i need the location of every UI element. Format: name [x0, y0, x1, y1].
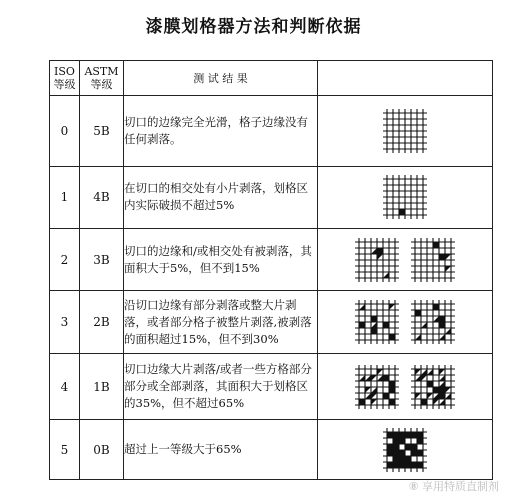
crosshatch-illustration — [318, 291, 493, 354]
astm-header — [80, 61, 124, 96]
illustration-header — [318, 61, 493, 96]
iso-grade: 5 — [50, 420, 80, 480]
astm-header-line2: 等级 — [90, 78, 113, 92]
table-row — [50, 228, 493, 291]
crosshatch-illustration — [318, 96, 493, 167]
page-title: 漆膜划格器方法和判断依据 — [145, 17, 362, 37]
astm-grade: 5B — [80, 96, 124, 167]
iso-grade: 3 — [50, 291, 80, 354]
astm-grade: 1B — [80, 354, 124, 420]
crosshatch-grid-icon — [410, 237, 456, 283]
crosshatch-illustration — [318, 228, 493, 291]
iso-grade: 2 — [50, 228, 80, 291]
rating-table — [49, 60, 493, 480]
table-row — [50, 166, 493, 228]
result-description: 超过上一等级大于65% — [124, 420, 318, 480]
crosshatch-grid-icon — [354, 364, 400, 410]
table-row — [50, 354, 493, 420]
crosshatch-grid-icon — [354, 299, 400, 345]
table-row — [50, 291, 493, 354]
iso-header-line2: 等级 — [53, 78, 76, 92]
watermark: ⑧ 享用特质直制剂 — [408, 480, 499, 493]
result-description: 切口边缘大片剥落/或者一些方格部分部分或全部剥落，其面积大于划格区的35%，但不超过65% — [124, 354, 318, 420]
table-row — [50, 96, 493, 167]
iso-grade: 0 — [50, 96, 80, 167]
iso-header-line1: ISO — [54, 65, 75, 79]
astm-grade: 0B — [80, 420, 124, 480]
iso-grade: 4 — [50, 354, 80, 420]
crosshatch-grid-icon — [382, 427, 428, 473]
result-description: 沿切口边缘有部分剥落或整大片剥落，或者部分格子被整片剥落,被剥落的面积超过15%，但不到30% — [124, 291, 318, 354]
crosshatch-illustration — [318, 420, 493, 480]
astm-header-line1: ASTM — [84, 65, 119, 79]
crosshatch-grid-icon — [410, 364, 456, 410]
astm-grade: 2B — [80, 291, 124, 354]
result-description: 切口的边缘和/或相交处有被剥落，其面积大于5%，但不到15% — [124, 228, 318, 291]
iso-header — [50, 61, 80, 96]
crosshatch-illustration — [318, 354, 493, 420]
header-row — [50, 61, 493, 96]
crosshatch-grid-icon — [382, 108, 428, 154]
crosshatch-grid-icon — [382, 174, 428, 220]
result-header: 测 试 结 果 — [124, 61, 318, 96]
crosshatch-grid-icon — [354, 237, 400, 283]
crosshatch-illustration — [318, 166, 493, 228]
result-description: 切口的边缘完全光滑，格子边缘没有任何剥落。 — [124, 96, 318, 167]
astm-grade: 3B — [80, 228, 124, 291]
table-row — [50, 420, 493, 480]
astm-grade: 4B — [80, 166, 124, 228]
iso-grade: 1 — [50, 166, 80, 228]
result-description: 在切口的相交处有小片剥落，划格区内实际破损不超过5% — [124, 166, 318, 228]
crosshatch-grid-icon — [410, 299, 456, 345]
